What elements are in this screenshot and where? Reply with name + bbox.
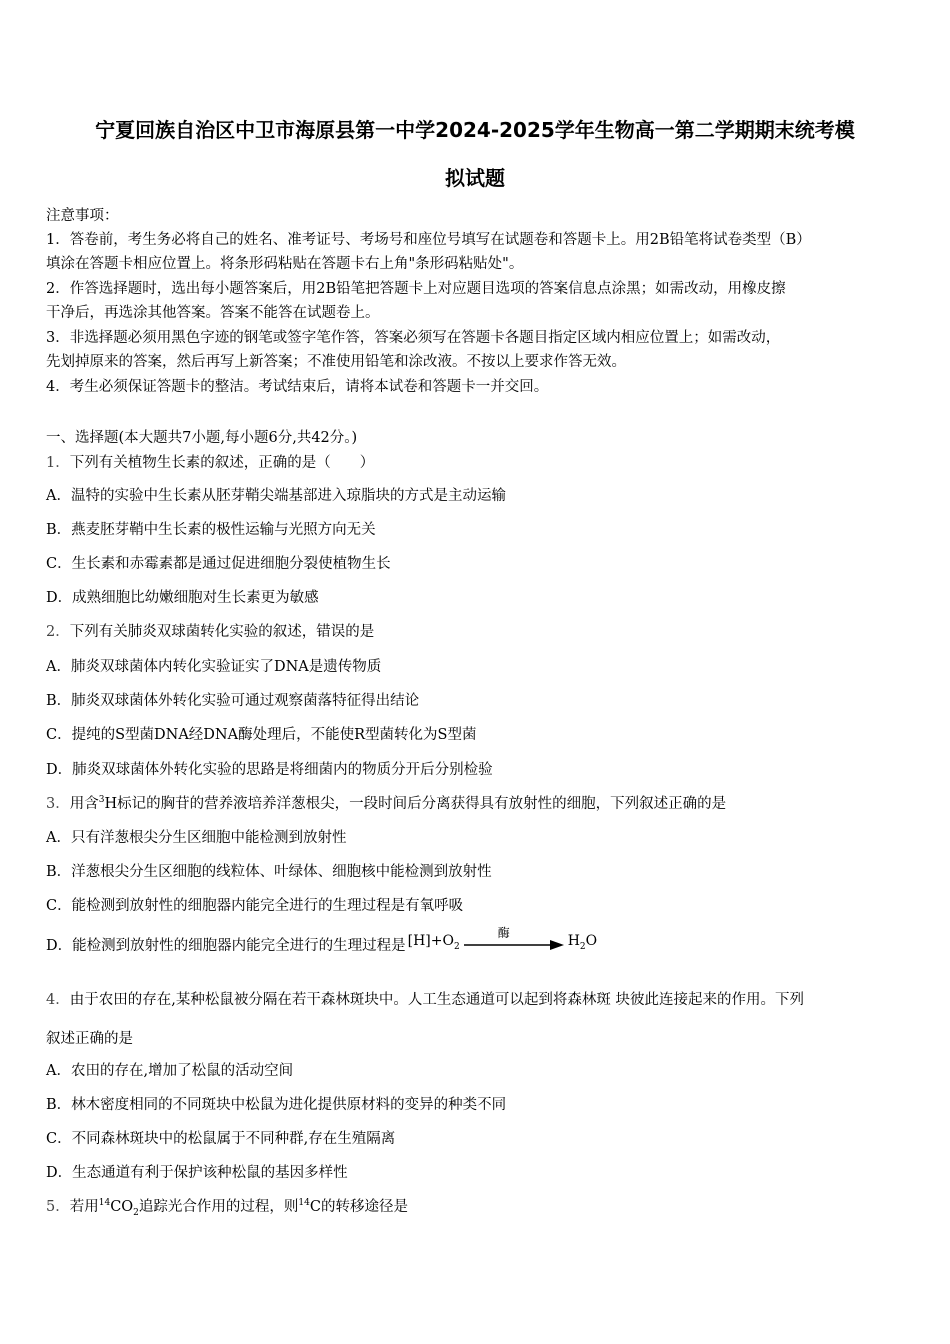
question-text-part: H标记的胸苷的营养液培养洋葱根尖，一段时间后分离获得具有放射性的细胞，下列叙述正确的是 xyxy=(104,796,727,812)
question-4-option-a: A．农田的存在,增加了松鼠的活动空间 xyxy=(46,1063,294,1079)
question-4-stem xyxy=(46,988,804,1009)
notice-item: 填涂在答题卡相应位置上。将条形码粘贴在答题卡右上角"条形码粘贴处"。 xyxy=(46,256,524,272)
product-tail: O xyxy=(585,933,598,950)
reactant-subscript: 2 xyxy=(453,941,460,952)
question-1-stem xyxy=(46,451,374,472)
question-text-part: 用含 xyxy=(69,796,99,812)
page-title: 宁夏回族自治区中卫市海原县第一中学2024-2025学年生物高一第二学期期末统考模 xyxy=(95,118,855,142)
question-1-option-b: B．燕麦胚芽鞘中生长素的极性运输与光照方向无关 xyxy=(46,522,376,538)
product: H xyxy=(567,933,580,950)
question-2-option-a: A．肺炎双球菌体内转化实验证实了DNA是遗传物质 xyxy=(46,659,382,675)
reaction-equation xyxy=(407,926,598,952)
formula-subscript: 2 xyxy=(133,1207,139,1218)
question-3-option-c: C．能检测到放射性的细胞器内能完全进行的生理过程是有氧呼吸 xyxy=(46,898,464,914)
question-number: 1． xyxy=(46,455,70,471)
question-3-option-d xyxy=(46,926,598,956)
notice-item: 干净后，再选涂其他答案。答案不能答在试题卷上。 xyxy=(46,305,380,321)
formula: CO xyxy=(110,1199,134,1215)
question-3-stem xyxy=(46,792,726,813)
question-text: 下列有关肺炎双球菌转化实验的叙述，错误的是 xyxy=(69,624,375,640)
question-4-stem-continued: 叙述正确的是 xyxy=(46,1031,133,1047)
reactants: [H]+O xyxy=(407,933,454,950)
question-text-part: 若用 xyxy=(69,1199,99,1215)
question-4-option-b: B．林木密度相同的不同斑块中松鼠为进化提供原材料的变异的种类不同 xyxy=(46,1097,507,1113)
enzyme-label: 酶 xyxy=(497,926,510,941)
question-text: 下列有关植物生长素的叙述，正确的是（ ） xyxy=(69,455,375,471)
question-text-part: 追踪光合作用的过程，则 xyxy=(138,1199,299,1215)
question-number: 3． xyxy=(46,796,70,812)
question-2-option-c: C．提纯的S型菌DNA经DNA酶处理后，不能使R型菌转化为S型菌 xyxy=(46,727,477,743)
arrow-icon xyxy=(464,936,564,954)
question-2-stem xyxy=(46,620,374,641)
page-title-continued: 拟试题 xyxy=(445,166,505,190)
isotope-superscript: 14 xyxy=(98,1198,111,1209)
question-text: 由于农田的存在,某种松鼠被分隔在若干森林斑块中。人工生态通道可以起到将森林斑 块彼此连接起来的作用。下列 xyxy=(69,992,804,1008)
notice-item: 4．考生必须保证答题卡的整洁。考试结束后，请将本试卷和答题卡一并交回。 xyxy=(46,379,549,395)
section-title: 一、选择题(本大题共7小题,每小题6分,共42分。) xyxy=(46,430,358,446)
notice-item: 3．非选择题必须用黑色字迹的钢笔或签字笔作答，答案必须写在答题卡各题目指定区域内相应位置上；如需改动， xyxy=(46,330,781,346)
question-text-part: C的转移途径是 xyxy=(309,1199,408,1215)
question-2-option-b: B．肺炎双球菌体外转化实验可通过观察菌落特征得出结论 xyxy=(46,693,420,709)
question-1-option-c: C．生长素和赤霉素都是通过促进细胞分裂使植物生长 xyxy=(46,556,391,572)
question-4-option-d: D．生态通道有利于保护该种松鼠的基因多样性 xyxy=(46,1165,348,1181)
question-5-stem xyxy=(46,1195,408,1218)
reaction-arrow xyxy=(464,926,564,950)
isotope-superscript: 3 xyxy=(98,795,105,806)
question-1-option-a: A．温特的实验中生长素从胚芽鞘尖端基部进入琼脂块的方式是主动运输 xyxy=(46,488,506,504)
question-4-option-c: C．不同森林斑块中的松鼠属于不同种群,存在生殖隔离 xyxy=(46,1131,396,1147)
notice-item: 1．答卷前，考生务必将自己的姓名、准考证号、考场号和座位号填写在试题卷和答题卡上。用2B铅笔将试卷类型（B） xyxy=(46,232,811,248)
option-text: D．能检测到放射性的细胞器内能完全进行的生理过程是 xyxy=(46,938,406,954)
isotope-superscript: 14 xyxy=(298,1198,310,1209)
question-number: 2． xyxy=(46,624,70,640)
question-number: 4． xyxy=(46,992,70,1008)
question-1-option-d: D．成熟细胞比幼嫩细胞对生长素更为敏感 xyxy=(46,590,319,606)
question-3-option-a: A．只有洋葱根尖分生区细胞中能检测到放射性 xyxy=(46,830,347,846)
product-subscript: 2 xyxy=(579,941,586,952)
notice-item: 先划掉原来的答案，然后再写上新答案；不准使用铅笔和涂改液。不按以上要求作答无效。 xyxy=(46,354,626,370)
question-number: 5． xyxy=(46,1199,70,1215)
question-2-option-d: D．肺炎双球菌体外转化实验的思路是将细菌内的物质分开后分别检验 xyxy=(46,762,493,778)
notice-item: 2．作答选择题时，选出每小题答案后，用2B铅笔把答题卡上对应题目选项的答案信息点涂黑；如需改动，用橡皮擦 xyxy=(46,281,786,297)
question-3-option-b: B．洋葱根尖分生区细胞的线粒体、叶绿体、细胞核中能检测到放射性 xyxy=(46,864,492,880)
notice-heading: 注意事项： xyxy=(46,208,119,224)
